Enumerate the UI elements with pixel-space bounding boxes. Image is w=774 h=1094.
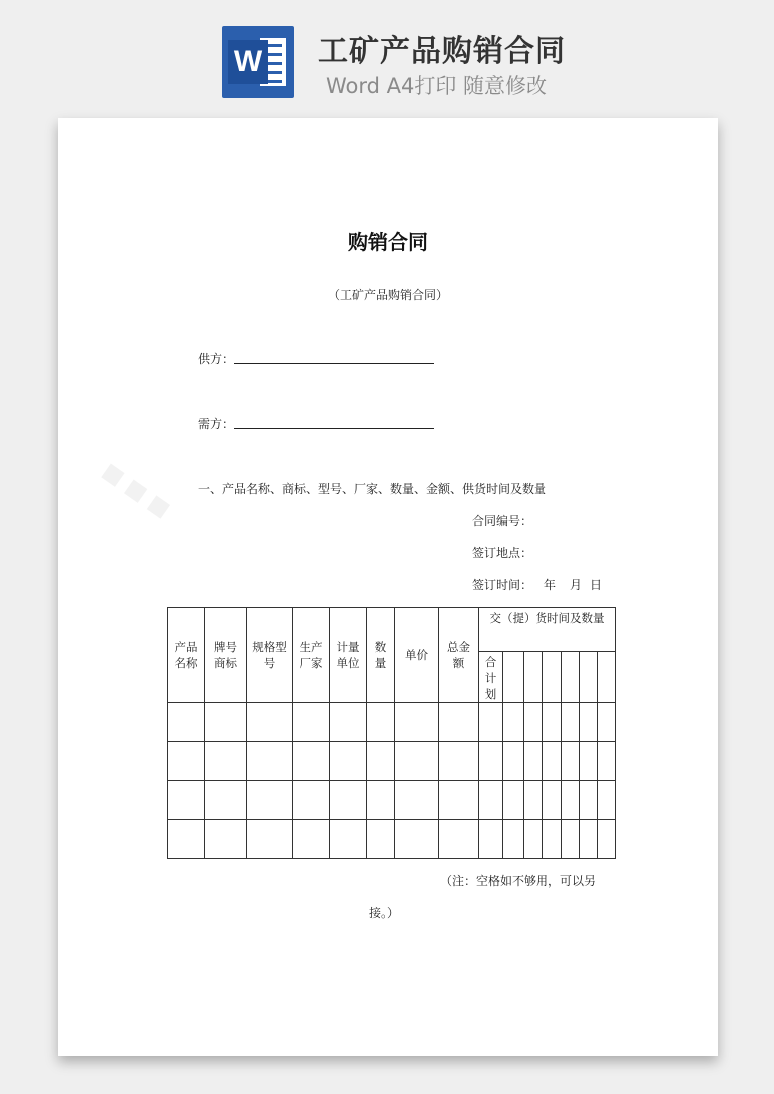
table-cell	[503, 703, 524, 742]
header-manufacturer: 生产厂家	[293, 608, 330, 703]
header-total-amount: 总金额	[439, 608, 479, 703]
header-brand: 牌号商标	[205, 608, 247, 703]
word-logo-letter: W	[228, 40, 268, 84]
header-delivery: 交（提）货时间及数量	[479, 608, 616, 652]
table-cell	[562, 781, 580, 820]
document-subtitle: （工矿产品购销合同）	[327, 288, 448, 302]
table-cell	[598, 703, 616, 742]
table-cell	[543, 742, 562, 781]
table-cell	[367, 781, 395, 820]
table-cell	[580, 820, 598, 859]
table-cell	[543, 703, 562, 742]
table-cell	[543, 652, 562, 703]
header-unit: 计量单位	[330, 608, 367, 703]
table-cell	[562, 742, 580, 781]
table-cell	[562, 820, 580, 859]
table-cell	[395, 820, 439, 859]
table-cell	[524, 742, 543, 781]
table-cell	[479, 820, 503, 859]
table-cell	[367, 820, 395, 859]
table-cell	[293, 781, 330, 820]
table-cell	[562, 652, 580, 703]
page-header	[0, 0, 774, 110]
sign-date-day: 日	[590, 578, 603, 592]
table-cell	[293, 703, 330, 742]
buyer-label: 需方：	[198, 417, 235, 431]
watermark: ■ ■ ■	[97, 458, 175, 523]
table-cell	[247, 781, 293, 820]
table-cell	[598, 781, 616, 820]
table-cell	[205, 781, 247, 820]
sign-date-month: 月	[570, 578, 583, 592]
note-line-2: 接。）	[369, 906, 400, 920]
table-cell	[503, 652, 524, 703]
table-cell	[330, 820, 367, 859]
table-cell	[330, 781, 367, 820]
note-line-1: （注：空格如不够用，可以另	[440, 874, 597, 888]
header-subtitle: Word A4打印 随意修改	[326, 74, 548, 98]
table-cell	[367, 742, 395, 781]
section1-heading: 一、产品名称、商标、型号、厂家、数量、金额、供货时间及数量	[198, 482, 547, 496]
table-cell	[479, 781, 503, 820]
table-cell	[330, 703, 367, 742]
table-cell	[524, 652, 543, 703]
table-row	[168, 781, 616, 820]
table-cell	[168, 742, 205, 781]
table-cell	[598, 820, 616, 859]
header-product-name: 产品名称	[168, 608, 205, 703]
table-cell	[205, 820, 247, 859]
table-cell	[395, 742, 439, 781]
buyer-blank-line	[234, 428, 434, 429]
table-cell	[503, 742, 524, 781]
supplier-label: 供方：	[198, 352, 235, 366]
table-cell	[562, 703, 580, 742]
table-cell	[598, 742, 616, 781]
table-cell	[439, 703, 479, 742]
sign-date-year: 年	[544, 578, 557, 592]
table-cell	[439, 742, 479, 781]
table-cell	[503, 781, 524, 820]
table-cell	[367, 703, 395, 742]
table-cell	[395, 781, 439, 820]
header-quantity: 数量	[367, 608, 395, 703]
table-cell	[580, 742, 598, 781]
table-cell	[503, 820, 524, 859]
table-cell	[580, 781, 598, 820]
table-cell	[439, 820, 479, 859]
table-cell	[330, 742, 367, 781]
table-cell	[543, 781, 562, 820]
table-cell	[543, 820, 562, 859]
sign-date-label: 签订时间：	[472, 578, 533, 592]
table-cell	[247, 742, 293, 781]
table-cell	[205, 742, 247, 781]
table-cell	[293, 742, 330, 781]
table-row	[168, 703, 616, 742]
supplier-blank-line	[234, 363, 434, 364]
document-page	[58, 118, 718, 1056]
table-row	[168, 742, 616, 781]
table-row	[168, 820, 616, 859]
table-cell	[168, 703, 205, 742]
table-header-row	[168, 608, 616, 652]
table-cell	[247, 820, 293, 859]
word-logo-icon	[222, 26, 294, 98]
table-cell	[479, 742, 503, 781]
table-cell	[247, 703, 293, 742]
table-cell	[524, 781, 543, 820]
table-cell	[580, 652, 598, 703]
document-title: 购销合同	[348, 230, 428, 254]
table-cell	[479, 703, 503, 742]
contract-no-label: 合同编号：	[472, 514, 533, 528]
table-cell	[168, 820, 205, 859]
header-title: 工矿产品购销合同	[318, 34, 566, 69]
header-plan-total: 合计划	[479, 652, 503, 703]
table-cell	[293, 820, 330, 859]
table-cell	[524, 820, 543, 859]
table-cell	[395, 703, 439, 742]
table-cell	[168, 781, 205, 820]
header-spec-model: 规格型号	[247, 608, 293, 703]
table-cell	[598, 652, 616, 703]
table-cell	[580, 703, 598, 742]
table-cell	[205, 703, 247, 742]
table-cell	[439, 781, 479, 820]
sign-place-label: 签订地点：	[472, 546, 533, 560]
product-table	[167, 607, 616, 859]
table-cell	[524, 703, 543, 742]
header-unit-price: 单价	[395, 608, 439, 703]
